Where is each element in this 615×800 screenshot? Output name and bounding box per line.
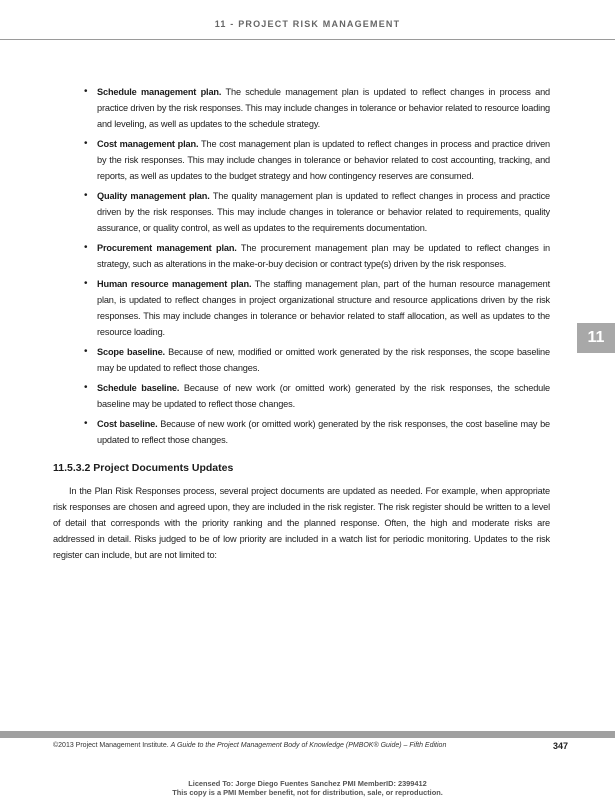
copyright-text: ©2013 Project Management Institute. [53, 742, 171, 749]
list-item-text: The cost management plan is updated to reflect changes in process and practice driven by the risk responses. This may include changes in tolerance or behavior related to cost accounting, tracking, and reports, as well as updates to the budget strategy and how contingency reserves are consumed. [97, 139, 550, 181]
list-item-text: The quality management plan is updated to reflect changes in process and practice driven by the risk responses. This may include changes in tolerance or behavior related to requirements, quality assurance, or quality control, as well as updates to the requirements documentation. [97, 191, 550, 233]
list-item-lead: Cost management plan. [97, 139, 199, 149]
footer-copyright [53, 742, 446, 749]
bullet-icon: • [84, 346, 88, 357]
list-item-text: The procurement management plan may be updated to reflect changes in strategy, such as alterations in the make-or-buy decision or contract type(s) driven by the risk responses. [97, 243, 550, 269]
footer-band [0, 731, 615, 738]
list-item-lead: Quality management plan. [97, 191, 210, 201]
section-heading: 11.5.3.2 Project Documents Updates [53, 462, 234, 474]
bullet-icon: • [84, 278, 88, 289]
list-item [53, 380, 550, 412]
list-item-text: Because of new work (or omitted work) generated by the risk responses, the cost baseline may be updated to reflect those changes. [97, 419, 550, 445]
list-item [53, 84, 550, 132]
license-line-2: This copy is a PMI Member benefit, not for distribution, sale, or reproduction. [172, 788, 443, 797]
running-header [0, 0, 615, 40]
list-item [53, 344, 550, 376]
list-item-text: The schedule management plan is updated to reflect changes in process and practice driven by the risk responses. This may include changes in tolerance or behavior related to resource loading and leveling, as well as updates to the schedule strategy. [97, 87, 550, 129]
bullet-icon: • [84, 382, 88, 393]
list-item [53, 136, 550, 184]
list-item-text: Because of new work (or omitted work) generated by the risk responses, the schedule baseline may be updated to reflect those changes. [97, 383, 550, 409]
plan-updates-list [53, 84, 550, 448]
list-item-lead: Procurement management plan. [97, 243, 237, 253]
guide-title: A Guide to the Project Management Body of Knowledge (PMBOK® Guide) – Fifth Edition [170, 742, 447, 749]
page-content [53, 84, 550, 563]
list-item-text: The staffing management plan, part of the human resource management plan, is updated to reflect changes in project organizational structure and resource applications driven by the risk responses. This may include changes in tolerance or behavior related to staff allocation, as well as updates to the resource loading. [97, 279, 550, 337]
page-number: 347 [552, 741, 568, 751]
list-item [53, 276, 550, 340]
chapter-tab: 11 [577, 323, 615, 353]
bullet-icon: • [84, 138, 88, 149]
bullet-icon: • [84, 418, 88, 429]
bullet-icon: • [84, 190, 88, 201]
list-item-lead: Schedule management plan. [97, 87, 222, 97]
section-paragraph: In the Plan Risk Responses process, several project documents are updated as needed. For example, when appropriate risk responses are chosen and agreed upon, they are included in the risk register. The risk register should be written to a level of detail that corresponds with the priority ranking and the planned response. Often, the high and moderate risks are addressed in detail. Risks judged to be of low priority are included in a watch list for periodic monitoring. Updates to the risk register can include, but are not limited to: [53, 486, 550, 560]
bullet-icon: • [84, 86, 88, 97]
list-item-lead: Schedule baseline. [97, 383, 180, 393]
chapter-header-title: 11 - PROJECT RISK MANAGEMENT [214, 19, 401, 29]
list-item [53, 240, 550, 272]
license-line-1: Licensed To: Jorge Diego Fuentes Sanchez PMI MemberID: 2399412 [188, 779, 427, 788]
list-item [53, 416, 550, 448]
list-item-text: Because of new, modified or omitted work generated by the risk responses, the scope baseline may be updated to reflect those changes. [97, 347, 550, 373]
list-item-lead: Cost baseline. [97, 419, 158, 429]
list-item [53, 188, 550, 236]
license-notice [0, 779, 615, 797]
bullet-icon: • [84, 242, 88, 253]
list-item-lead: Human resource management plan. [97, 279, 252, 289]
list-item-lead: Scope baseline. [97, 347, 165, 357]
